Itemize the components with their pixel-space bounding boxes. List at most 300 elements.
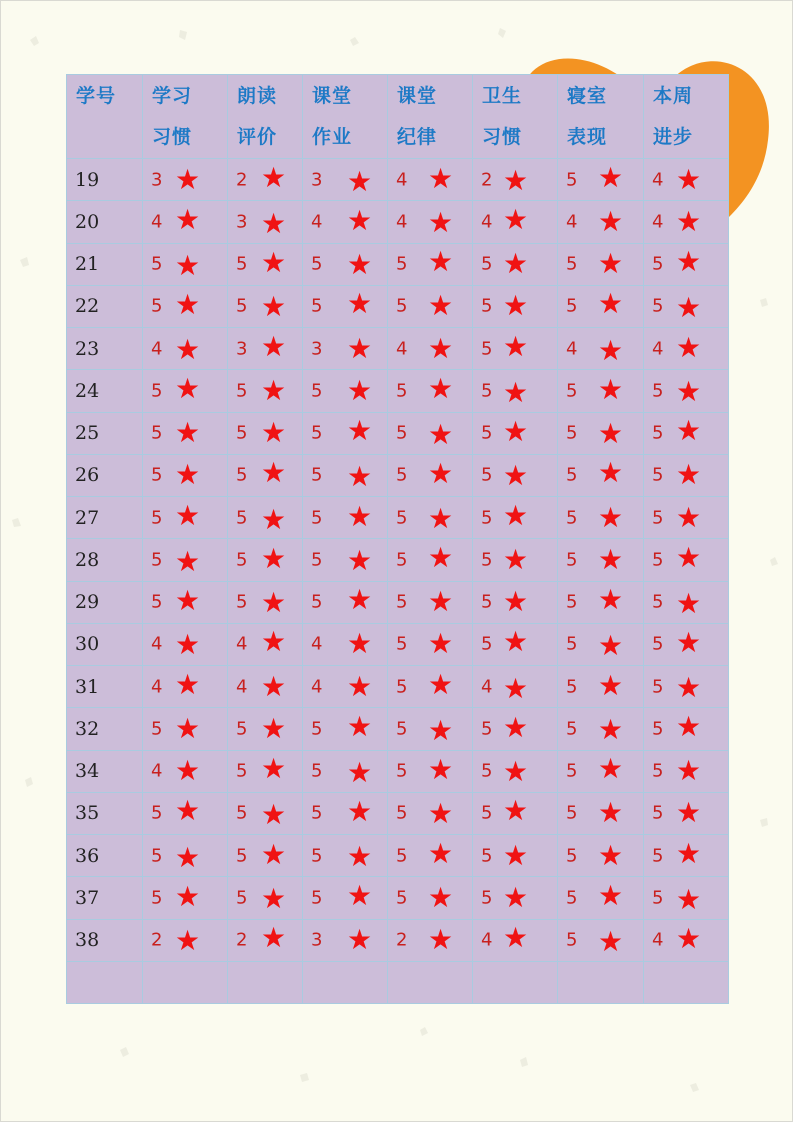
score-value: 4	[396, 169, 408, 191]
score-value: 2	[236, 929, 248, 951]
star-icon: ★	[428, 923, 454, 957]
score-value: 5	[481, 338, 493, 360]
score-value: 5	[566, 169, 578, 191]
score-cell	[303, 328, 388, 370]
score-value: 5	[481, 760, 493, 782]
star-icon: ★	[175, 249, 201, 283]
score-value: 5	[311, 760, 323, 782]
score-cell	[143, 454, 228, 496]
score-cell	[558, 877, 644, 919]
score-value: 5	[311, 845, 323, 867]
score-cell	[644, 539, 729, 581]
score-cell	[143, 666, 228, 708]
score-cell	[143, 792, 228, 834]
score-cell	[473, 666, 558, 708]
score-cell	[303, 708, 388, 750]
star-icon: ★	[503, 289, 529, 323]
star-icon: ★	[676, 882, 702, 916]
star-icon: ★	[175, 544, 201, 578]
star-icon: ★	[175, 879, 201, 913]
empty-cell	[303, 961, 388, 1003]
score-cell	[644, 877, 729, 919]
score-value: 5	[236, 845, 248, 867]
student-number-cell: 28	[67, 539, 143, 581]
table-row	[67, 539, 729, 581]
score-value: 5	[311, 380, 323, 402]
score-cell	[473, 919, 558, 961]
score-value: 5	[151, 295, 163, 317]
student-number-cell: 19	[67, 159, 143, 201]
score-cell	[388, 581, 473, 623]
star-icon: ★	[503, 542, 529, 576]
header-student-number: 学号	[67, 75, 143, 159]
empty-row	[67, 961, 729, 1003]
score-cell	[388, 708, 473, 750]
empty-cell	[644, 961, 729, 1003]
star-icon: ★	[598, 372, 624, 406]
score-value: 4	[151, 676, 163, 698]
score-value: 5	[236, 760, 248, 782]
student-number-cell: 32	[67, 708, 143, 750]
score-cell	[143, 159, 228, 201]
star-icon: ★	[503, 880, 529, 914]
score-value: 3	[311, 169, 323, 191]
star-icon: ★	[261, 586, 287, 620]
score-cell	[303, 623, 388, 665]
score-value: 2	[396, 929, 408, 951]
star-icon: ★	[598, 417, 624, 451]
table-row	[67, 454, 729, 496]
star-icon: ★	[175, 840, 201, 874]
star-icon: ★	[175, 924, 201, 958]
star-icon: ★	[261, 502, 287, 536]
score-cell	[473, 750, 558, 792]
score-cell	[644, 328, 729, 370]
score-cell	[303, 159, 388, 201]
score-cell	[388, 497, 473, 539]
score-value: 5	[652, 464, 664, 486]
score-cell	[143, 201, 228, 243]
score-cell	[143, 919, 228, 961]
score-cell	[143, 877, 228, 919]
score-cell	[228, 581, 303, 623]
star-icon: ★	[598, 878, 624, 912]
score-cell	[558, 666, 644, 708]
score-cell	[558, 159, 644, 201]
score-cell	[473, 412, 558, 454]
table-row	[67, 792, 729, 834]
student-number-cell: 36	[67, 835, 143, 877]
star-icon: ★	[598, 838, 624, 872]
score-value: 5	[566, 929, 578, 951]
star-icon: ★	[503, 671, 529, 705]
score-value: 5	[311, 464, 323, 486]
star-icon: ★	[676, 836, 702, 870]
score-value: 4	[151, 338, 163, 360]
score-cell	[644, 159, 729, 201]
star-icon: ★	[347, 583, 373, 617]
star-icon: ★	[598, 712, 624, 746]
score-cell	[473, 370, 558, 412]
score-value: 5	[396, 676, 408, 698]
score-value: 5	[652, 507, 664, 529]
star-icon: ★	[347, 669, 373, 703]
score-value: 4	[311, 676, 323, 698]
score-value: 4	[481, 929, 493, 951]
header-hygiene-habits: 卫生 习惯	[473, 75, 558, 159]
score-value: 5	[652, 295, 664, 317]
star-icon: ★	[503, 375, 529, 409]
student-number-cell: 22	[67, 285, 143, 327]
score-cell	[558, 750, 644, 792]
score-value: 5	[396, 464, 408, 486]
score-cell	[473, 581, 558, 623]
header-dorm-performance: 寝室 表现	[558, 75, 644, 159]
score-value: 5	[311, 295, 323, 317]
score-value: 5	[566, 845, 578, 867]
score-cell	[388, 750, 473, 792]
star-icon: ★	[428, 371, 454, 405]
score-cell	[473, 328, 558, 370]
star-icon: ★	[676, 796, 702, 830]
score-cell	[644, 497, 729, 539]
score-cell	[558, 919, 644, 961]
score-cell	[303, 835, 388, 877]
student-number-cell: 27	[67, 497, 143, 539]
score-cell	[303, 412, 388, 454]
score-value: 4	[652, 169, 664, 191]
star-icon: ★	[503, 585, 529, 619]
score-cell	[473, 792, 558, 834]
star-icon: ★	[503, 498, 529, 532]
score-value: 5	[236, 718, 248, 740]
star-icon: ★	[175, 371, 201, 405]
score-cell	[644, 835, 729, 877]
star-icon: ★	[261, 206, 287, 240]
student-number-cell: 21	[67, 243, 143, 285]
score-value: 5	[652, 549, 664, 571]
score-cell	[388, 328, 473, 370]
star-icon: ★	[347, 373, 373, 407]
star-icon: ★	[676, 709, 702, 743]
star-icon: ★	[503, 625, 529, 659]
score-cell	[228, 666, 303, 708]
score-cell	[558, 285, 644, 327]
score-cell	[473, 623, 558, 665]
score-cell	[388, 285, 473, 327]
score-value: 5	[396, 633, 408, 655]
score-value: 5	[652, 845, 664, 867]
score-value: 5	[566, 802, 578, 824]
star-icon: ★	[503, 710, 529, 744]
score-cell	[303, 919, 388, 961]
score-value: 5	[151, 718, 163, 740]
score-value: 5	[481, 422, 493, 444]
star-icon: ★	[175, 794, 201, 828]
score-value: 4	[481, 211, 493, 233]
score-cell	[473, 539, 558, 581]
score-cell	[388, 159, 473, 201]
score-cell	[644, 581, 729, 623]
star-icon: ★	[598, 629, 624, 663]
score-value: 5	[396, 845, 408, 867]
star-icon: ★	[428, 836, 454, 870]
score-value: 5	[236, 253, 248, 275]
score-value: 5	[481, 464, 493, 486]
star-icon: ★	[347, 795, 373, 829]
score-cell	[388, 792, 473, 834]
star-icon: ★	[347, 923, 373, 957]
score-cell	[143, 412, 228, 454]
score-cell	[303, 750, 388, 792]
score-value: 2	[481, 169, 493, 191]
score-value: 5	[481, 591, 493, 613]
header-study-habits: 学习 习惯	[143, 75, 228, 159]
score-value: 5	[396, 760, 408, 782]
star-icon: ★	[428, 627, 454, 661]
star-icon: ★	[175, 584, 201, 618]
score-cell	[644, 412, 729, 454]
score-value: 5	[236, 464, 248, 486]
score-value: 3	[311, 338, 323, 360]
score-cell	[388, 919, 473, 961]
score-cell	[228, 243, 303, 285]
star-icon: ★	[347, 164, 373, 198]
star-icon: ★	[676, 626, 702, 660]
star-icon: ★	[428, 667, 454, 701]
score-value: 5	[481, 718, 493, 740]
table-row	[67, 370, 729, 412]
star-icon: ★	[175, 332, 201, 366]
star-icon: ★	[175, 458, 201, 492]
score-value: 5	[236, 591, 248, 613]
score-cell	[558, 201, 644, 243]
star-icon: ★	[175, 711, 201, 745]
student-number-cell: 37	[67, 877, 143, 919]
star-icon: ★	[676, 587, 702, 621]
empty-cell	[143, 961, 228, 1003]
score-cell	[228, 708, 303, 750]
score-value: 5	[481, 887, 493, 909]
star-icon: ★	[503, 794, 529, 828]
star-icon: ★	[503, 163, 529, 197]
score-value: 4	[396, 338, 408, 360]
star-icon: ★	[598, 204, 624, 238]
star-icon: ★	[428, 457, 454, 491]
score-cell	[473, 201, 558, 243]
star-icon: ★	[261, 456, 287, 490]
score-value: 5	[481, 380, 493, 402]
score-value: 5	[311, 591, 323, 613]
score-cell	[228, 750, 303, 792]
star-icon: ★	[598, 287, 624, 321]
score-cell	[143, 328, 228, 370]
star-icon: ★	[428, 205, 454, 239]
score-cell	[143, 497, 228, 539]
star-icon: ★	[261, 246, 287, 280]
score-value: 5	[396, 380, 408, 402]
star-icon: ★	[676, 414, 702, 448]
star-icon: ★	[347, 414, 373, 448]
score-value: 4	[151, 633, 163, 655]
star-icon: ★	[676, 204, 702, 238]
score-cell	[558, 370, 644, 412]
empty-cell	[558, 961, 644, 1003]
score-value: 5	[151, 845, 163, 867]
score-value: 4	[566, 338, 578, 360]
score-value: 4	[151, 760, 163, 782]
score-value: 5	[236, 802, 248, 824]
score-cell	[473, 243, 558, 285]
score-cell	[228, 412, 303, 454]
score-value: 5	[311, 253, 323, 275]
table-row	[67, 919, 729, 961]
score-cell	[644, 454, 729, 496]
score-value: 5	[396, 295, 408, 317]
score-cell	[388, 243, 473, 285]
score-cell	[558, 328, 644, 370]
star-icon: ★	[503, 415, 529, 449]
score-value: 5	[236, 422, 248, 444]
star-icon: ★	[598, 160, 624, 194]
score-value: 5	[566, 760, 578, 782]
score-cell	[473, 159, 558, 201]
star-icon: ★	[347, 839, 373, 873]
score-value: 5	[566, 887, 578, 909]
star-icon: ★	[261, 669, 287, 703]
star-icon: ★	[347, 248, 373, 282]
star-icon: ★	[175, 202, 201, 236]
score-cell	[303, 581, 388, 623]
star-icon: ★	[503, 202, 529, 236]
student-number-cell: 26	[67, 454, 143, 496]
score-value: 5	[566, 507, 578, 529]
score-value: 3	[311, 929, 323, 951]
star-icon: ★	[261, 881, 287, 915]
score-cell	[473, 454, 558, 496]
score-cell	[644, 666, 729, 708]
header-weekly-progress: 本周 进步	[644, 75, 729, 159]
score-cell	[558, 623, 644, 665]
score-cell	[303, 666, 388, 708]
table-row	[67, 877, 729, 919]
empty-cell	[67, 961, 143, 1003]
star-icon: ★	[598, 583, 624, 617]
empty-cell	[388, 961, 473, 1003]
student-number-cell: 35	[67, 792, 143, 834]
score-value: 5	[481, 295, 493, 317]
score-cell	[228, 159, 303, 201]
score-cell	[558, 243, 644, 285]
star-icon: ★	[428, 331, 454, 365]
score-value: 5	[566, 676, 578, 698]
star-icon: ★	[261, 798, 287, 832]
star-icon: ★	[261, 625, 287, 659]
score-value: 4	[652, 338, 664, 360]
star-icon: ★	[261, 329, 287, 363]
score-cell	[228, 201, 303, 243]
score-cell	[143, 539, 228, 581]
score-cell	[143, 243, 228, 285]
score-value: 5	[236, 380, 248, 402]
star-icon: ★	[503, 838, 529, 872]
star-icon: ★	[261, 160, 287, 194]
score-value: 3	[151, 169, 163, 191]
score-cell	[388, 539, 473, 581]
score-value: 4	[481, 676, 493, 698]
score-value: 5	[311, 422, 323, 444]
star-icon: ★	[676, 162, 702, 196]
score-cell	[143, 708, 228, 750]
star-icon: ★	[428, 289, 454, 323]
student-number-cell: 24	[67, 370, 143, 412]
score-cell	[473, 497, 558, 539]
score-value: 5	[151, 887, 163, 909]
score-value: 4	[311, 633, 323, 655]
score-value: 5	[566, 549, 578, 571]
score-cell	[228, 792, 303, 834]
student-number-cell: 25	[67, 412, 143, 454]
score-cell	[228, 877, 303, 919]
star-icon: ★	[175, 754, 201, 788]
score-value: 5	[566, 633, 578, 655]
star-icon: ★	[347, 543, 373, 577]
score-cell	[644, 792, 729, 834]
score-value: 4	[311, 211, 323, 233]
star-icon: ★	[175, 667, 201, 701]
table-row	[67, 328, 729, 370]
score-cell	[473, 708, 558, 750]
star-icon: ★	[175, 288, 201, 322]
star-icon: ★	[261, 541, 287, 575]
score-cell	[143, 623, 228, 665]
table-row	[67, 623, 729, 665]
score-cell	[473, 877, 558, 919]
score-value: 5	[151, 591, 163, 613]
star-icon: ★	[428, 585, 454, 619]
table-row	[67, 581, 729, 623]
table-row	[67, 835, 729, 877]
score-value: 4	[396, 211, 408, 233]
score-cell	[228, 919, 303, 961]
header-row	[67, 75, 729, 159]
star-icon: ★	[598, 333, 624, 367]
score-value: 5	[481, 633, 493, 655]
star-icon: ★	[261, 752, 287, 786]
star-icon: ★	[503, 921, 529, 955]
star-icon: ★	[428, 245, 454, 279]
score-cell	[228, 539, 303, 581]
table-row	[67, 708, 729, 750]
score-cell	[388, 666, 473, 708]
star-icon: ★	[175, 416, 201, 450]
empty-cell	[473, 961, 558, 1003]
score-table-body	[67, 159, 729, 1004]
score-value: 5	[566, 464, 578, 486]
star-icon: ★	[676, 374, 702, 408]
star-icon: ★	[347, 203, 373, 237]
score-value: 5	[652, 422, 664, 444]
star-icon: ★	[598, 456, 624, 490]
score-cell	[473, 285, 558, 327]
star-icon: ★	[676, 670, 702, 704]
score-cell	[473, 835, 558, 877]
score-value: 5	[311, 718, 323, 740]
score-value: 5	[311, 802, 323, 824]
score-cell	[303, 792, 388, 834]
score-cell	[388, 877, 473, 919]
score-value: 2	[236, 169, 248, 191]
